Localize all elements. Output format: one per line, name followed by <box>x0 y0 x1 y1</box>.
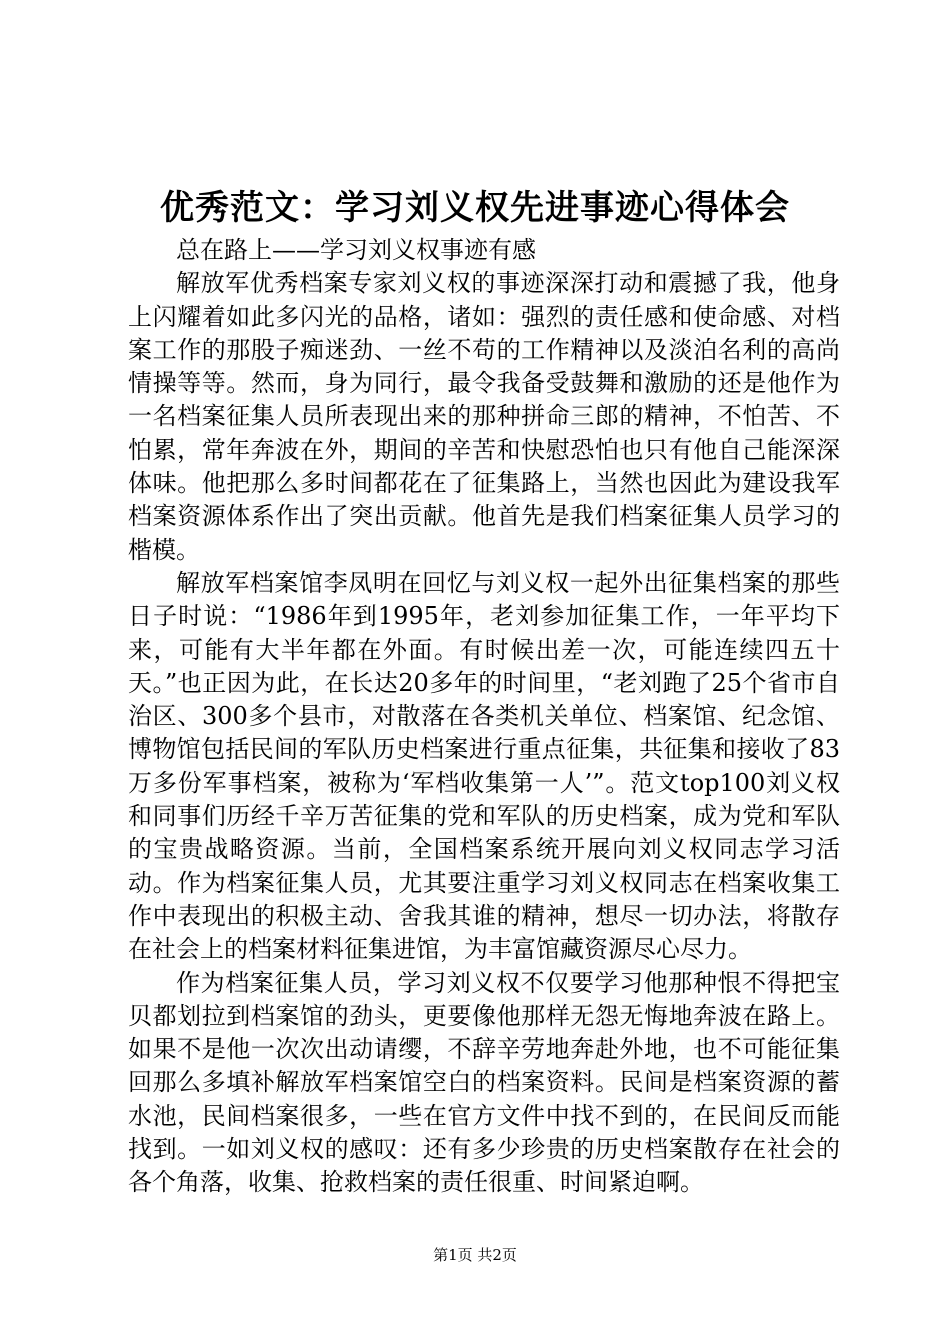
page-number-footer: 第1页 共2页 <box>433 1246 517 1264</box>
body-paragraph-3: 作为档案征集人员，学习刘义权不仅要学习他那种恨不得把宝贝都划拉到档案馆的劲头，更要像他那样无怨无悔地奔波在路上。如果不是他一次次出动请缨，不辞辛劳地奔赴外地，也不可能征集回那么多填补解放军档案馆空白的档案资料。民间是档案资源的蓄水池，民间档案很多，一些在官方文件中找不到的，在民间反而能找到。一如刘义权的感叹：还有多少珍贵的历史档案散存在社会的各个角落，收集、抢救档案的责任很重、时间紧迫啊。 <box>128 968 840 1197</box>
document-body <box>128 234 840 1200</box>
document-subtitle: 总在路上——学习刘义权事迹有感 <box>176 236 536 264</box>
body-paragraph-1: 解放军优秀档案专家刘义权的事迹深深打动和震撼了我，他身上闪耀着如此多闪光的品格，诸如：强烈的责任感和使命感、对档案工作的那股子痴迷劲、一丝不苟的工作精神以及淡泊名利的高尚情操等等。然而，身为同行，最令我备受鼓舞和激励的还是他作为一名档案征集人员所表现出来的那种拼命三郎的精神，不怕苦、不怕累，常年奔波在外，期间的辛苦和快慰恐怕也只有他自己能深深体味。他把那么多时间都花在了征集路上，当然也因此为建设我军档案资源体系作出了突出贡献。他首先是我们档案征集人员学习的楷模。 <box>128 269 840 564</box>
body-paragraph-2: 解放军档案馆李凤明在回忆与刘义权一起外出征集档案的那些日子时说：“1986年到1995年，老刘参加征集工作，一年平均下来，可能有大半年都在外面。有时候出差一次，可能连续四五十天。”也正因为此，在长达20多年的时间里，“老刘跑了25个省市自治区、300多个县市，对散落在各类机关单位、档案馆、纪念馆、博物馆包括民间的军队历史档案进行重点征集，共征集和接收了83万多份军事档案，被称为‘军档收集第一人’”。范文top100刘义权和同事们历经千辛万苦征集的党和军队的历史档案，成为党和军队的宝贵战略资源。当前，全国档案系统开展向刘义权同志学习活动。作为档案征集人员，尤其要注重学习刘义权同志在档案收集工作中表现出的积极主动、舍我其谁的精神，想尽一切办法，将散存在社会上的档案材料征集进馆，为丰富馆藏资源尽心尽力。 <box>128 568 840 964</box>
document-title: 优秀范文：学习刘义权先进事迹心得体会 <box>160 188 790 228</box>
